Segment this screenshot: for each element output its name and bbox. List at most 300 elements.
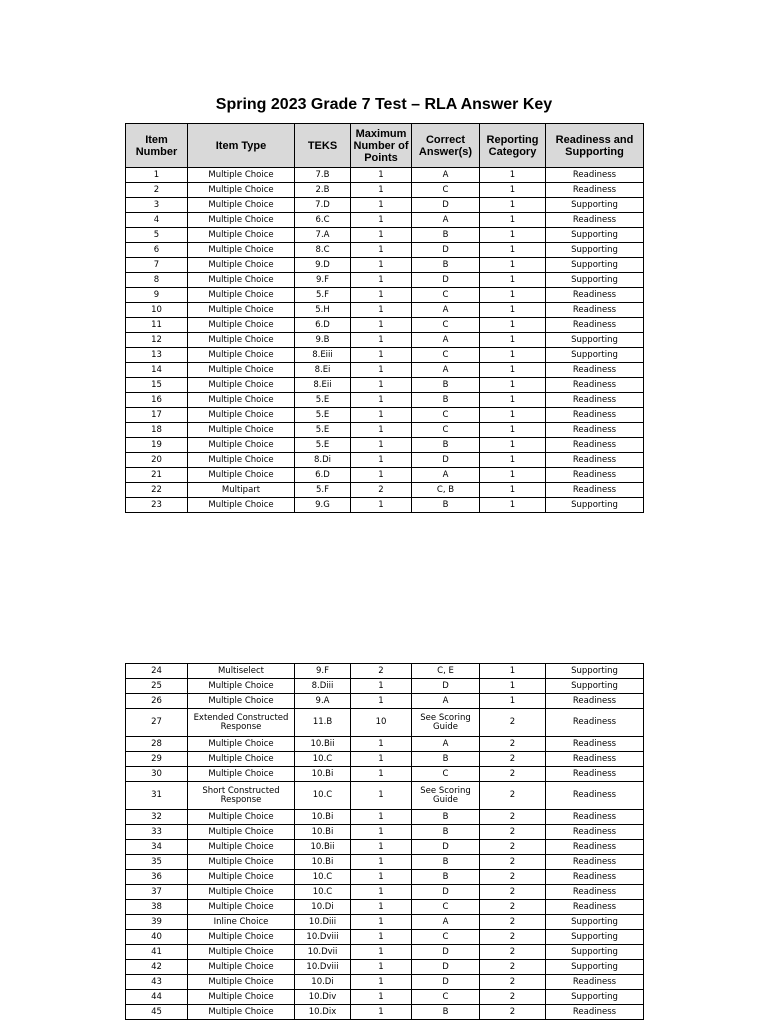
cell-item-type: Extended Constructed Response bbox=[188, 709, 295, 737]
table-row bbox=[126, 348, 644, 363]
cell-item-type: Multiple Choice bbox=[188, 303, 295, 318]
cell-item-number: 37 bbox=[126, 885, 188, 900]
cell-correct-answer: B bbox=[412, 378, 480, 393]
cell-readiness: Readiness bbox=[546, 825, 644, 840]
cell-readiness: Readiness bbox=[546, 318, 644, 333]
table-row bbox=[126, 198, 644, 213]
cell-item-number: 21 bbox=[126, 468, 188, 483]
cell-max-points: 1 bbox=[351, 870, 412, 885]
cell-correct-answer: A bbox=[412, 737, 480, 752]
cell-readiness: Supporting bbox=[546, 348, 644, 363]
cell-max-points: 1 bbox=[351, 825, 412, 840]
cell-readiness: Readiness bbox=[546, 423, 644, 438]
cell-max-points: 1 bbox=[351, 975, 412, 990]
cell-item-number: 8 bbox=[126, 273, 188, 288]
cell-readiness: Supporting bbox=[546, 198, 644, 213]
cell-correct-answer: D bbox=[412, 885, 480, 900]
cell-item-number: 31 bbox=[126, 782, 188, 810]
cell-teks: 5.H bbox=[295, 303, 351, 318]
cell-correct-answer: B bbox=[412, 825, 480, 840]
table-row bbox=[126, 1005, 644, 1020]
cell-item-number: 39 bbox=[126, 915, 188, 930]
cell-max-points: 10 bbox=[351, 709, 412, 737]
cell-correct-answer: C bbox=[412, 990, 480, 1005]
cell-teks: 10.Dviii bbox=[295, 930, 351, 945]
cell-item-type: Multiple Choice bbox=[188, 840, 295, 855]
cell-item-number: 20 bbox=[126, 453, 188, 468]
cell-correct-answer: C bbox=[412, 348, 480, 363]
cell-item-number: 41 bbox=[126, 945, 188, 960]
cell-max-points: 1 bbox=[351, 168, 412, 183]
cell-reporting-category: 1 bbox=[480, 348, 546, 363]
cell-teks: 10.Bi bbox=[295, 767, 351, 782]
cell-item-type: Multiple Choice bbox=[188, 288, 295, 303]
cell-correct-answer: See Scoring Guide bbox=[412, 782, 480, 810]
cell-teks: 9.B bbox=[295, 333, 351, 348]
cell-max-points: 2 bbox=[351, 664, 412, 679]
cell-item-type: Multiple Choice bbox=[188, 213, 295, 228]
cell-max-points: 1 bbox=[351, 288, 412, 303]
answer-key-table-1 bbox=[125, 123, 644, 513]
cell-correct-answer: D bbox=[412, 945, 480, 960]
header-reporting-category: Reporting Category bbox=[480, 124, 546, 168]
cell-max-points: 1 bbox=[351, 228, 412, 243]
cell-item-number: 45 bbox=[126, 1005, 188, 1020]
cell-teks: 9.D bbox=[295, 258, 351, 273]
table-row bbox=[126, 273, 644, 288]
cell-teks: 10.Bii bbox=[295, 840, 351, 855]
cell-correct-answer: B bbox=[412, 855, 480, 870]
cell-item-type: Multiple Choice bbox=[188, 183, 295, 198]
cell-correct-answer: D bbox=[412, 198, 480, 213]
cell-max-points: 1 bbox=[351, 1005, 412, 1020]
header-readiness: Readiness and Supporting bbox=[546, 124, 644, 168]
cell-teks: 10.Bi bbox=[295, 810, 351, 825]
table-row bbox=[126, 378, 644, 393]
cell-item-number: 7 bbox=[126, 258, 188, 273]
cell-max-points: 1 bbox=[351, 694, 412, 709]
cell-readiness: Readiness bbox=[546, 483, 644, 498]
cell-max-points: 1 bbox=[351, 438, 412, 453]
cell-item-type: Multiple Choice bbox=[188, 318, 295, 333]
table-row bbox=[126, 483, 644, 498]
table-row bbox=[126, 423, 644, 438]
table-row bbox=[126, 810, 644, 825]
cell-item-number: 43 bbox=[126, 975, 188, 990]
cell-item-type: Multiple Choice bbox=[188, 960, 295, 975]
table-row bbox=[126, 318, 644, 333]
cell-max-points: 1 bbox=[351, 960, 412, 975]
cell-item-type: Multiple Choice bbox=[188, 363, 295, 378]
cell-item-type: Multiple Choice bbox=[188, 438, 295, 453]
cell-teks: 8.Diii bbox=[295, 679, 351, 694]
cell-correct-answer: C bbox=[412, 767, 480, 782]
cell-item-type: Multiple Choice bbox=[188, 258, 295, 273]
table-row bbox=[126, 709, 644, 737]
cell-teks: 6.C bbox=[295, 213, 351, 228]
cell-readiness: Readiness bbox=[546, 855, 644, 870]
cell-readiness: Supporting bbox=[546, 915, 644, 930]
cell-correct-answer: A bbox=[412, 333, 480, 348]
cell-item-number: 26 bbox=[126, 694, 188, 709]
table-row bbox=[126, 498, 644, 513]
cell-max-points: 1 bbox=[351, 378, 412, 393]
cell-item-type: Inline Choice bbox=[188, 915, 295, 930]
cell-teks: 5.E bbox=[295, 438, 351, 453]
table-row bbox=[126, 168, 644, 183]
cell-teks: 8.Di bbox=[295, 453, 351, 468]
cell-reporting-category: 1 bbox=[480, 243, 546, 258]
cell-max-points: 1 bbox=[351, 213, 412, 228]
cell-item-type: Multiple Choice bbox=[188, 825, 295, 840]
cell-readiness: Readiness bbox=[546, 767, 644, 782]
cell-item-type: Multiple Choice bbox=[188, 273, 295, 288]
cell-readiness: Readiness bbox=[546, 213, 644, 228]
cell-item-type: Multiple Choice bbox=[188, 498, 295, 513]
cell-correct-answer: C bbox=[412, 900, 480, 915]
cell-correct-answer: B bbox=[412, 498, 480, 513]
cell-reporting-category: 1 bbox=[480, 273, 546, 288]
cell-max-points: 1 bbox=[351, 348, 412, 363]
cell-correct-answer: D bbox=[412, 453, 480, 468]
cell-readiness: Readiness bbox=[546, 468, 644, 483]
cell-reporting-category: 2 bbox=[480, 737, 546, 752]
cell-item-type: Multiple Choice bbox=[188, 930, 295, 945]
cell-item-number: 3 bbox=[126, 198, 188, 213]
cell-item-number: 14 bbox=[126, 363, 188, 378]
cell-reporting-category: 1 bbox=[480, 679, 546, 694]
table-row bbox=[126, 840, 644, 855]
cell-correct-answer: B bbox=[412, 1005, 480, 1020]
cell-readiness: Supporting bbox=[546, 945, 644, 960]
cell-readiness: Readiness bbox=[546, 840, 644, 855]
cell-readiness: Supporting bbox=[546, 273, 644, 288]
cell-correct-answer: A bbox=[412, 168, 480, 183]
cell-max-points: 1 bbox=[351, 363, 412, 378]
cell-reporting-category: 1 bbox=[480, 438, 546, 453]
cell-teks: 7.D bbox=[295, 198, 351, 213]
cell-teks: 10.C bbox=[295, 885, 351, 900]
cell-item-number: 18 bbox=[126, 423, 188, 438]
cell-item-type: Multiple Choice bbox=[188, 900, 295, 915]
cell-item-number: 40 bbox=[126, 930, 188, 945]
cell-item-number: 13 bbox=[126, 348, 188, 363]
table-row bbox=[126, 453, 644, 468]
cell-item-number: 24 bbox=[126, 664, 188, 679]
table-row bbox=[126, 885, 644, 900]
table-row bbox=[126, 855, 644, 870]
cell-correct-answer: D bbox=[412, 960, 480, 975]
cell-readiness: Readiness bbox=[546, 303, 644, 318]
table-row bbox=[126, 960, 644, 975]
table-row bbox=[126, 408, 644, 423]
cell-item-type: Multiple Choice bbox=[188, 378, 295, 393]
cell-teks: 5.E bbox=[295, 393, 351, 408]
cell-correct-answer: D bbox=[412, 243, 480, 258]
cell-teks: 10.Diii bbox=[295, 915, 351, 930]
cell-readiness: Readiness bbox=[546, 438, 644, 453]
table-header-row bbox=[126, 124, 644, 168]
cell-correct-answer: C bbox=[412, 930, 480, 945]
cell-correct-answer: B bbox=[412, 393, 480, 408]
cell-item-number: 35 bbox=[126, 855, 188, 870]
cell-teks: 10.Di bbox=[295, 900, 351, 915]
cell-max-points: 1 bbox=[351, 930, 412, 945]
cell-max-points: 1 bbox=[351, 303, 412, 318]
cell-item-number: 17 bbox=[126, 408, 188, 423]
cell-item-number: 16 bbox=[126, 393, 188, 408]
cell-teks: 10.Bi bbox=[295, 825, 351, 840]
cell-teks: 10.Bii bbox=[295, 737, 351, 752]
cell-readiness: Supporting bbox=[546, 333, 644, 348]
cell-item-number: 30 bbox=[126, 767, 188, 782]
cell-correct-answer: D bbox=[412, 273, 480, 288]
header-correct-answer: Correct Answer(s) bbox=[412, 124, 480, 168]
cell-item-number: 44 bbox=[126, 990, 188, 1005]
cell-max-points: 1 bbox=[351, 198, 412, 213]
cell-item-type: Multiple Choice bbox=[188, 679, 295, 694]
cell-item-type: Multiple Choice bbox=[188, 423, 295, 438]
cell-reporting-category: 2 bbox=[480, 990, 546, 1005]
cell-item-type: Multiselect bbox=[188, 664, 295, 679]
cell-max-points: 1 bbox=[351, 679, 412, 694]
header-item-number: Item Number bbox=[126, 124, 188, 168]
table-row bbox=[126, 363, 644, 378]
cell-readiness: Supporting bbox=[546, 228, 644, 243]
cell-reporting-category: 2 bbox=[480, 782, 546, 810]
cell-reporting-category: 2 bbox=[480, 840, 546, 855]
table-row bbox=[126, 915, 644, 930]
cell-item-number: 42 bbox=[126, 960, 188, 975]
answer-key-table-2 bbox=[125, 663, 644, 1020]
cell-readiness: Readiness bbox=[546, 810, 644, 825]
cell-teks: 6.D bbox=[295, 318, 351, 333]
cell-item-type: Short Constructed Response bbox=[188, 782, 295, 810]
cell-max-points: 1 bbox=[351, 453, 412, 468]
cell-readiness: Readiness bbox=[546, 752, 644, 767]
table-row bbox=[126, 393, 644, 408]
cell-teks: 9.A bbox=[295, 694, 351, 709]
cell-correct-answer: B bbox=[412, 810, 480, 825]
table-row bbox=[126, 975, 644, 990]
cell-item-number: 27 bbox=[126, 709, 188, 737]
cell-reporting-category: 1 bbox=[480, 318, 546, 333]
cell-reporting-category: 2 bbox=[480, 870, 546, 885]
table-row bbox=[126, 288, 644, 303]
table-row bbox=[126, 213, 644, 228]
cell-reporting-category: 2 bbox=[480, 825, 546, 840]
cell-item-type: Multiple Choice bbox=[188, 453, 295, 468]
cell-teks: 10.Div bbox=[295, 990, 351, 1005]
cell-item-type: Multiple Choice bbox=[188, 393, 295, 408]
cell-teks: 5.F bbox=[295, 483, 351, 498]
header-teks: TEKS bbox=[295, 124, 351, 168]
cell-correct-answer: C bbox=[412, 423, 480, 438]
cell-correct-answer: C, B bbox=[412, 483, 480, 498]
table-row bbox=[126, 333, 644, 348]
cell-teks: 10.C bbox=[295, 782, 351, 810]
cell-item-number: 23 bbox=[126, 498, 188, 513]
cell-reporting-category: 1 bbox=[480, 453, 546, 468]
cell-item-number: 34 bbox=[126, 840, 188, 855]
cell-readiness: Readiness bbox=[546, 975, 644, 990]
cell-teks: 10.Bi bbox=[295, 855, 351, 870]
cell-item-type: Multiple Choice bbox=[188, 1005, 295, 1020]
cell-teks: 9.F bbox=[295, 664, 351, 679]
cell-reporting-category: 2 bbox=[480, 767, 546, 782]
cell-item-type: Multiple Choice bbox=[188, 885, 295, 900]
cell-item-number: 12 bbox=[126, 333, 188, 348]
cell-reporting-category: 1 bbox=[480, 694, 546, 709]
cell-reporting-category: 2 bbox=[480, 810, 546, 825]
cell-max-points: 1 bbox=[351, 885, 412, 900]
cell-reporting-category: 2 bbox=[480, 855, 546, 870]
cell-item-type: Multiple Choice bbox=[188, 810, 295, 825]
cell-readiness: Readiness bbox=[546, 168, 644, 183]
cell-max-points: 1 bbox=[351, 945, 412, 960]
cell-item-type: Multiple Choice bbox=[188, 333, 295, 348]
cell-correct-answer: A bbox=[412, 694, 480, 709]
cell-max-points: 1 bbox=[351, 810, 412, 825]
cell-correct-answer: D bbox=[412, 679, 480, 694]
cell-max-points: 1 bbox=[351, 752, 412, 767]
cell-readiness: Supporting bbox=[546, 990, 644, 1005]
cell-item-type: Multiple Choice bbox=[188, 737, 295, 752]
cell-item-type: Multiple Choice bbox=[188, 348, 295, 363]
cell-correct-answer: C bbox=[412, 288, 480, 303]
cell-max-points: 1 bbox=[351, 990, 412, 1005]
cell-item-type: Multiple Choice bbox=[188, 468, 295, 483]
cell-correct-answer: A bbox=[412, 915, 480, 930]
cell-item-type: Multiple Choice bbox=[188, 243, 295, 258]
cell-item-type: Multiple Choice bbox=[188, 168, 295, 183]
cell-readiness: Readiness bbox=[546, 408, 644, 423]
cell-correct-answer: A bbox=[412, 468, 480, 483]
cell-teks: 5.E bbox=[295, 423, 351, 438]
cell-item-number: 33 bbox=[126, 825, 188, 840]
cell-teks: 8.C bbox=[295, 243, 351, 258]
cell-reporting-category: 1 bbox=[480, 483, 546, 498]
cell-reporting-category: 2 bbox=[480, 752, 546, 767]
cell-max-points: 1 bbox=[351, 243, 412, 258]
cell-item-type: Multiple Choice bbox=[188, 752, 295, 767]
table-row bbox=[126, 258, 644, 273]
cell-item-number: 15 bbox=[126, 378, 188, 393]
cell-teks: 11.B bbox=[295, 709, 351, 737]
cell-teks: 8.Eii bbox=[295, 378, 351, 393]
cell-max-points: 1 bbox=[351, 737, 412, 752]
cell-item-number: 19 bbox=[126, 438, 188, 453]
cell-item-number: 25 bbox=[126, 679, 188, 694]
cell-correct-answer: B bbox=[412, 258, 480, 273]
cell-reporting-category: 2 bbox=[480, 960, 546, 975]
cell-max-points: 1 bbox=[351, 273, 412, 288]
cell-reporting-category: 1 bbox=[480, 198, 546, 213]
cell-readiness: Supporting bbox=[546, 930, 644, 945]
cell-readiness: Readiness bbox=[546, 782, 644, 810]
cell-item-number: 1 bbox=[126, 168, 188, 183]
cell-max-points: 1 bbox=[351, 840, 412, 855]
table-row bbox=[126, 900, 644, 915]
cell-readiness: Supporting bbox=[546, 498, 644, 513]
cell-readiness: Supporting bbox=[546, 258, 644, 273]
cell-teks: 5.E bbox=[295, 408, 351, 423]
cell-teks: 2.B bbox=[295, 183, 351, 198]
table-row bbox=[126, 468, 644, 483]
cell-reporting-category: 2 bbox=[480, 945, 546, 960]
cell-teks: 10.C bbox=[295, 870, 351, 885]
cell-reporting-category: 1 bbox=[480, 498, 546, 513]
cell-item-number: 28 bbox=[126, 737, 188, 752]
cell-correct-answer: B bbox=[412, 228, 480, 243]
cell-max-points: 1 bbox=[351, 423, 412, 438]
cell-reporting-category: 1 bbox=[480, 363, 546, 378]
cell-readiness: Readiness bbox=[546, 453, 644, 468]
table-row bbox=[126, 825, 644, 840]
cell-reporting-category: 1 bbox=[480, 228, 546, 243]
cell-max-points: 1 bbox=[351, 900, 412, 915]
cell-correct-answer: B bbox=[412, 752, 480, 767]
cell-reporting-category: 1 bbox=[480, 258, 546, 273]
cell-reporting-category: 1 bbox=[480, 378, 546, 393]
cell-reporting-category: 2 bbox=[480, 915, 546, 930]
cell-item-type: Multiple Choice bbox=[188, 990, 295, 1005]
cell-max-points: 1 bbox=[351, 855, 412, 870]
cell-item-number: 5 bbox=[126, 228, 188, 243]
cell-reporting-category: 1 bbox=[480, 303, 546, 318]
page-title: Spring 2023 Grade 7 Test – RLA Answer Key bbox=[215, 96, 553, 113]
cell-reporting-category: 1 bbox=[480, 183, 546, 198]
cell-readiness: Readiness bbox=[546, 900, 644, 915]
table-row bbox=[126, 694, 644, 709]
cell-item-type: Multipart bbox=[188, 483, 295, 498]
cell-correct-answer: B bbox=[412, 870, 480, 885]
cell-item-type: Multiple Choice bbox=[188, 975, 295, 990]
table-row bbox=[126, 767, 644, 782]
cell-max-points: 1 bbox=[351, 393, 412, 408]
table-row bbox=[126, 945, 644, 960]
cell-max-points: 1 bbox=[351, 767, 412, 782]
cell-item-number: 6 bbox=[126, 243, 188, 258]
cell-teks: 10.Dvii bbox=[295, 945, 351, 960]
table-row bbox=[126, 679, 644, 694]
cell-readiness: Supporting bbox=[546, 664, 644, 679]
cell-reporting-category: 2 bbox=[480, 975, 546, 990]
cell-item-number: 29 bbox=[126, 752, 188, 767]
table-row bbox=[126, 664, 644, 679]
table-row bbox=[126, 243, 644, 258]
cell-item-number: 4 bbox=[126, 213, 188, 228]
cell-correct-answer: A bbox=[412, 363, 480, 378]
cell-item-type: Multiple Choice bbox=[188, 198, 295, 213]
cell-max-points: 1 bbox=[351, 258, 412, 273]
cell-readiness: Supporting bbox=[546, 960, 644, 975]
cell-item-number: 38 bbox=[126, 900, 188, 915]
cell-teks: 5.F bbox=[295, 288, 351, 303]
cell-max-points: 1 bbox=[351, 333, 412, 348]
cell-readiness: Readiness bbox=[546, 378, 644, 393]
header-item-type: Item Type bbox=[188, 124, 295, 168]
cell-max-points: 1 bbox=[351, 183, 412, 198]
cell-reporting-category: 1 bbox=[480, 168, 546, 183]
cell-reporting-category: 1 bbox=[480, 408, 546, 423]
cell-item-number: 11 bbox=[126, 318, 188, 333]
cell-item-number: 10 bbox=[126, 303, 188, 318]
cell-correct-answer: A bbox=[412, 213, 480, 228]
table-row bbox=[126, 303, 644, 318]
cell-correct-answer: D bbox=[412, 975, 480, 990]
cell-max-points: 1 bbox=[351, 498, 412, 513]
